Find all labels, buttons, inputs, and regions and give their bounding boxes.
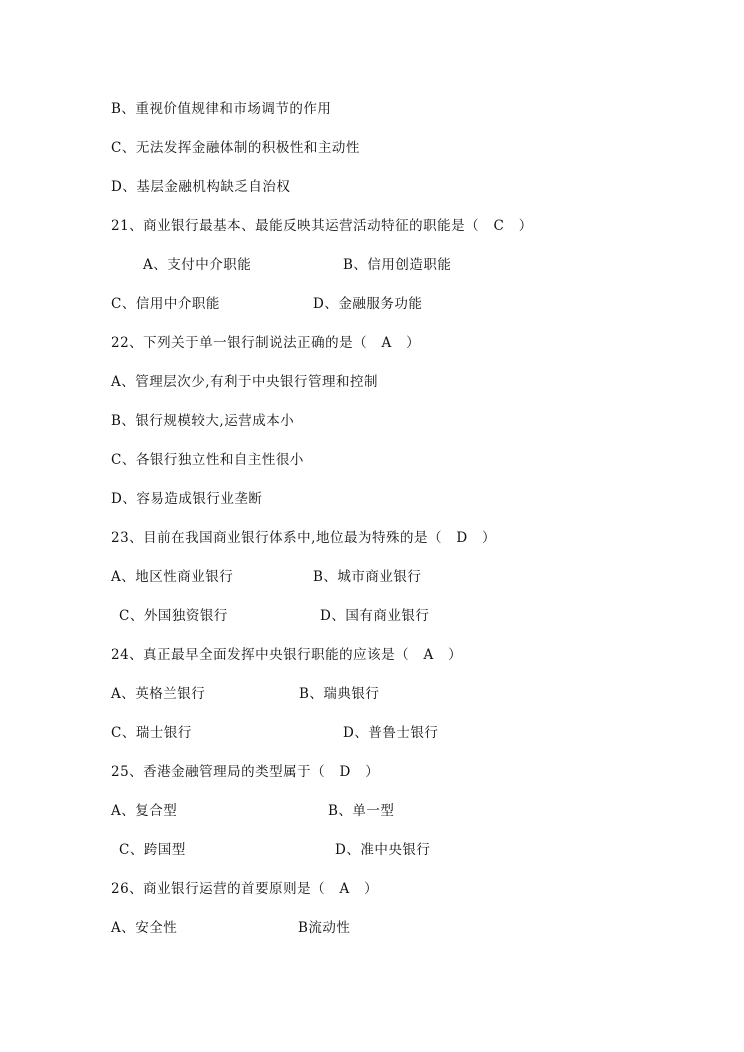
option-c-prev: C、无法发挥金融体制的积极性和主动性 bbox=[111, 140, 360, 156]
question-21: 21、商业银行最基本、最能反映其运营活动特征的职能是（ C ） bbox=[111, 218, 533, 234]
option-b-prev: B、重视价值规律和市场调节的作用 bbox=[111, 101, 332, 117]
question-23: 23、目前在我国商业银行体系中,地位最为特殊的是（ D ） bbox=[111, 530, 497, 546]
question-21-option-a: A、支付中介职能 bbox=[143, 257, 252, 273]
question-25-option-b: B、单一型 bbox=[328, 803, 395, 819]
question-24-option-c: C、瑞士银行 bbox=[111, 725, 192, 741]
question-23-option-a: A、地区性商业银行 bbox=[111, 569, 234, 585]
question-23-option-c: C、外国独资银行 bbox=[119, 608, 228, 624]
question-26: 26、商业银行运营的首要原则是（ A ） bbox=[111, 881, 379, 897]
question-24-option-d: D、普鲁士银行 bbox=[343, 725, 439, 741]
question-23-option-d: D、国有商业银行 bbox=[320, 608, 430, 624]
question-22-option-a: A、管理层次少,有利于中央银行管理和控制 bbox=[111, 374, 379, 390]
question-21-option-d: D、金融服务功能 bbox=[313, 296, 423, 312]
question-25: 25、香港金融管理局的类型属于（ D ） bbox=[111, 764, 380, 780]
question-24: 24、真正最早全面发挥中央银行职能的应该是（ A ） bbox=[111, 647, 463, 663]
question-25-option-d: D、准中央银行 bbox=[335, 842, 431, 858]
question-24-option-b: B、瑞典银行 bbox=[299, 686, 380, 702]
question-23-option-b: B、城市商业银行 bbox=[313, 569, 422, 585]
question-21-option-b: B、信用创造职能 bbox=[343, 257, 452, 273]
question-26-option-b: B流动性 bbox=[298, 920, 351, 936]
question-22-option-b: B、银行规模较大,运营成本小 bbox=[111, 413, 295, 429]
question-21-option-c: C、信用中介职能 bbox=[111, 296, 220, 312]
question-24-option-a: A、英格兰银行 bbox=[111, 686, 206, 702]
question-22-option-d: D、容易造成银行业垄断 bbox=[111, 491, 263, 507]
question-22-option-c: C、各银行独立性和自主性很小 bbox=[111, 452, 304, 468]
option-d-prev: D、基层金融机构缺乏自治权 bbox=[111, 179, 291, 195]
question-25-option-a: A、复合型 bbox=[111, 803, 178, 819]
question-25-option-c: C、跨国型 bbox=[119, 842, 186, 858]
question-22: 22、下列关于单一银行制说法正确的是（ A ） bbox=[111, 335, 421, 351]
question-26-option-a: A、安全性 bbox=[111, 920, 178, 936]
